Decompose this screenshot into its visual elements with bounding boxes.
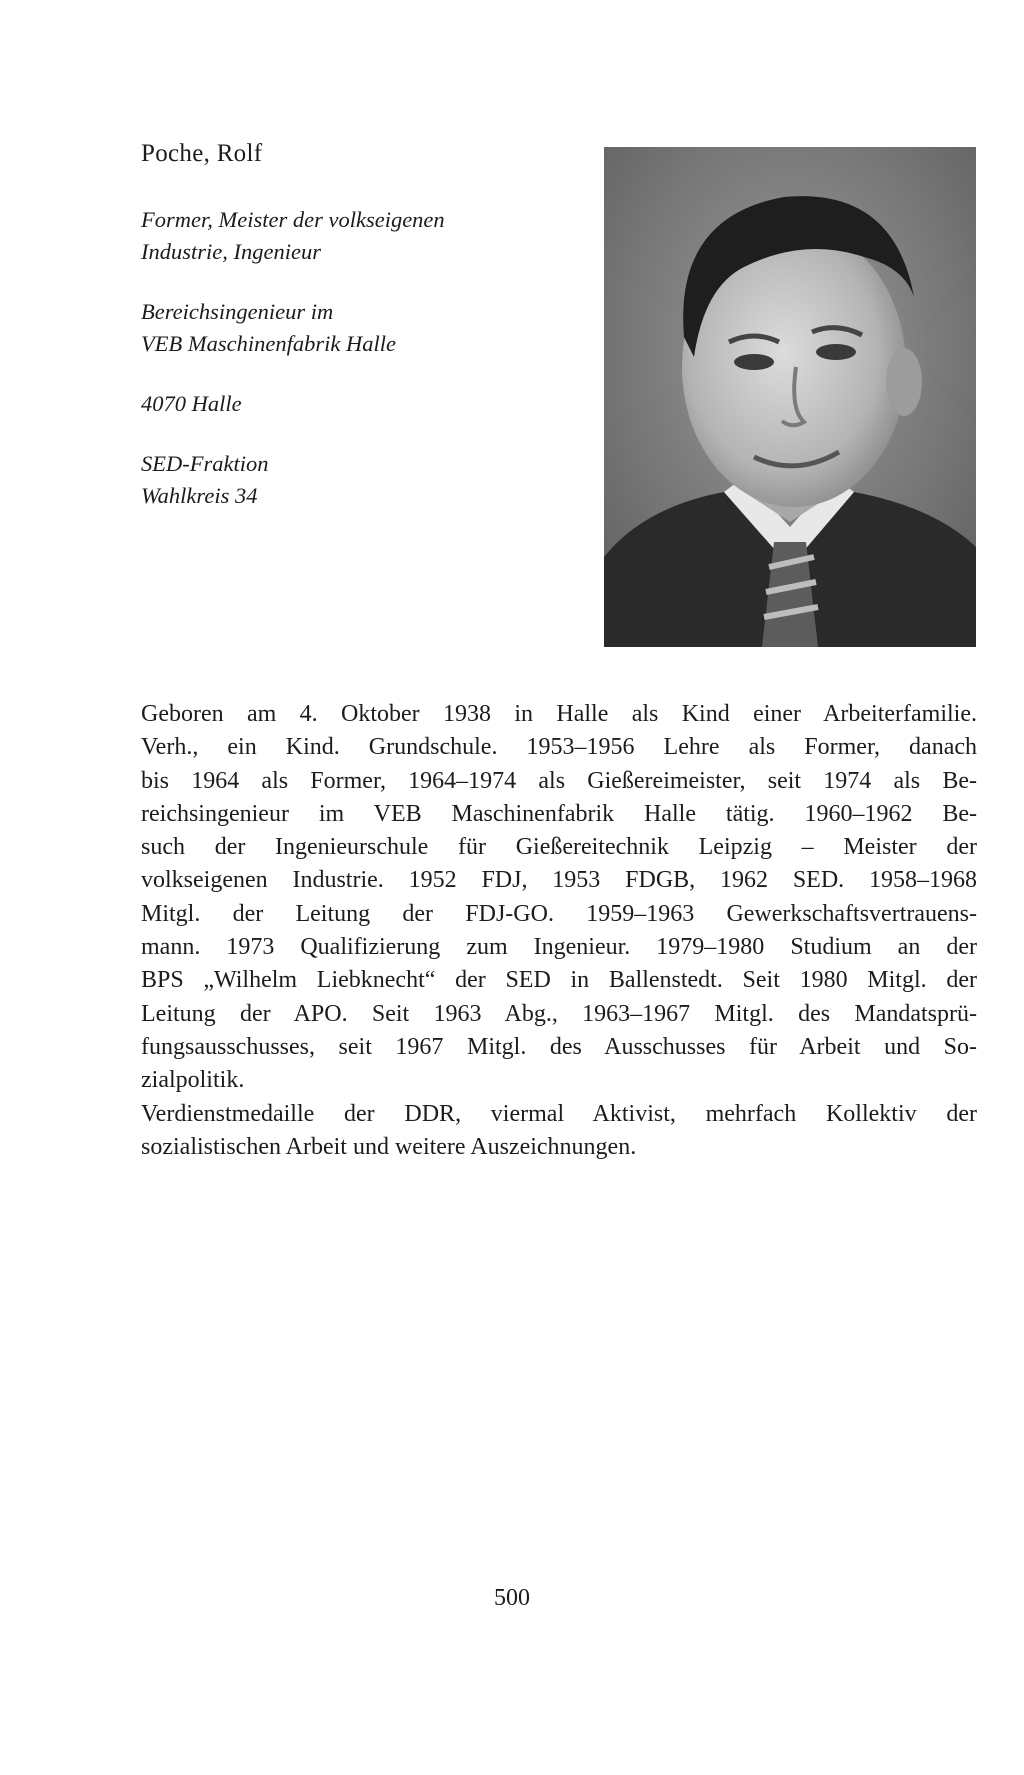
address-line: 4070 Halle xyxy=(141,391,242,416)
address xyxy=(141,388,581,420)
awards-line: sozialistischen Arbeit und weitere Auszeichnungen. xyxy=(141,1133,637,1160)
person-details xyxy=(141,204,581,540)
biography-line: mann. 1973 Qualifizierung zum Ingenieur. 1979–1980 Studium an der xyxy=(141,934,977,961)
biography-line: Leitung der APO. Seit 1963 Abg., 1963–1967 Mitgl. des Mandatsprü- xyxy=(141,1000,977,1027)
biography-line: Mitgl. der Leitung der FDJ-GO. 1959–1963 Gewerkschaftsvertrauens- xyxy=(141,900,977,927)
person-name: Poche, Rolf xyxy=(141,140,263,167)
portrait-photo xyxy=(604,147,976,647)
awards-line: Verdienstmedaille der DDR, viermal Aktivist, mehrfach Kollektiv der xyxy=(141,1100,977,1127)
biography-line: reichsingenieur im VEB Maschinenfabrik Halle tätig. 1960–1962 Be- xyxy=(141,800,977,827)
page-number: 500 xyxy=(494,1585,530,1611)
position xyxy=(141,296,581,360)
biography-line: bis 1964 als Former, 1964–1974 als Gießereimeister, seit 1974 als Be- xyxy=(141,767,977,794)
faction-line: SED-Fraktion xyxy=(141,451,269,476)
profession xyxy=(141,204,581,268)
constituency-line: Wahlkreis 34 xyxy=(141,483,258,508)
biography-line: fungsausschusses, seit 1967 Mitgl. des Ausschusses für Arbeit und So- xyxy=(141,1033,977,1060)
profession-line: Industrie, Ingenieur xyxy=(141,239,321,264)
biography-line: BPS „Wilhelm Liebknecht“ der SED in Ballenstedt. Seit 1980 Mitgl. der xyxy=(141,967,977,994)
biography-line: Geboren am 4. Oktober 1938 in Halle als Kind einer Arbeiterfamilie. xyxy=(141,701,977,727)
portrait-illustration xyxy=(604,147,976,647)
profession-line: Former, Meister der volkseigenen xyxy=(141,207,445,232)
biography-line: volkseigenen Industrie. 1952 FDJ, 1953 FDGB, 1962 SED. 1958–1968 xyxy=(141,867,977,894)
position-line: VEB Maschinenfabrik Halle xyxy=(141,331,396,356)
faction xyxy=(141,448,581,512)
biography-text xyxy=(141,698,977,1164)
position-line: Bereichsingenieur im xyxy=(141,299,334,324)
biography-line: Verh., ein Kind. Grundschule. 1953–1956 Lehre als Former, danach xyxy=(141,734,977,761)
biography-line: such der Ingenieurschule für Gießereitechnik Leipzig – Meister der xyxy=(141,834,977,861)
biography-line: zialpolitik. xyxy=(141,1067,245,1094)
